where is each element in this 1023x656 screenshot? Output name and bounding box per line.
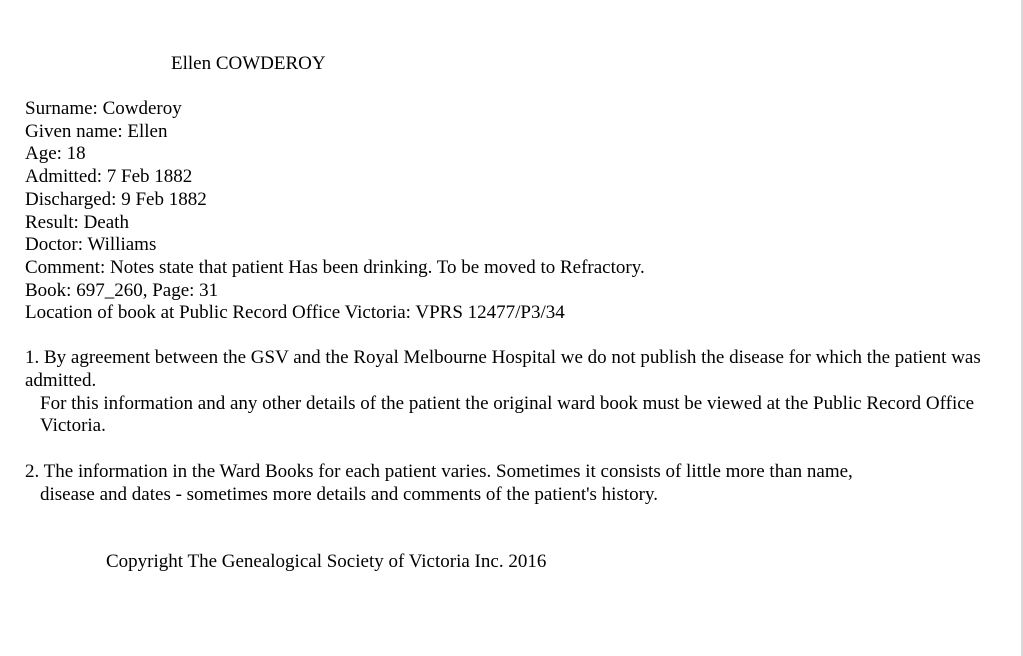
admitted-field: Admitted: 7 Feb 1882 <box>25 166 193 188</box>
note-2-paragraph: 2. The information in the Ward Books for each patient varies. Sometimes it consists of little more than name, <box>25 461 853 482</box>
age-field: Age: 18 <box>25 143 86 165</box>
note-1-continuation: For this information and any other details of the patient the original ward book must be viewed at the Public Record Office Victoria. <box>40 392 975 437</box>
discharged-field: Discharged: 9 Feb 1882 <box>25 188 207 210</box>
given-name-field: Given name: Ellen <box>25 120 168 142</box>
record-title: Ellen COWDEROY <box>171 53 326 74</box>
doctor-field: Doctor: Williams <box>25 234 157 256</box>
note-2-continuation: disease and dates - sometimes more details and comments of the patient's history. <box>40 483 658 505</box>
disclaimer-note-2 <box>25 461 1000 507</box>
location-field: Location of book at Public Record Office Victoria: VPRS 12477/P3/34 <box>25 302 565 324</box>
note-1-paragraph: 1. By agreement between the GSV and the Royal Melbourne Hospital we do not publish the disease for which the patient was admitted. <box>25 347 981 391</box>
disclaimer-note-1 <box>25 347 1000 438</box>
copyright-notice: Copyright The Genealogical Society of Victoria Inc. 2016 <box>106 551 547 572</box>
result-field: Result: Death <box>25 211 129 233</box>
book-field: Book: 697_260, Page: 31 <box>25 279 219 301</box>
surname-field: Surname: Cowderoy <box>25 98 182 119</box>
record-fields <box>25 98 645 325</box>
comment-field: Comment: Notes state that patient Has been drinking. To be moved to Refractory. <box>25 256 645 278</box>
